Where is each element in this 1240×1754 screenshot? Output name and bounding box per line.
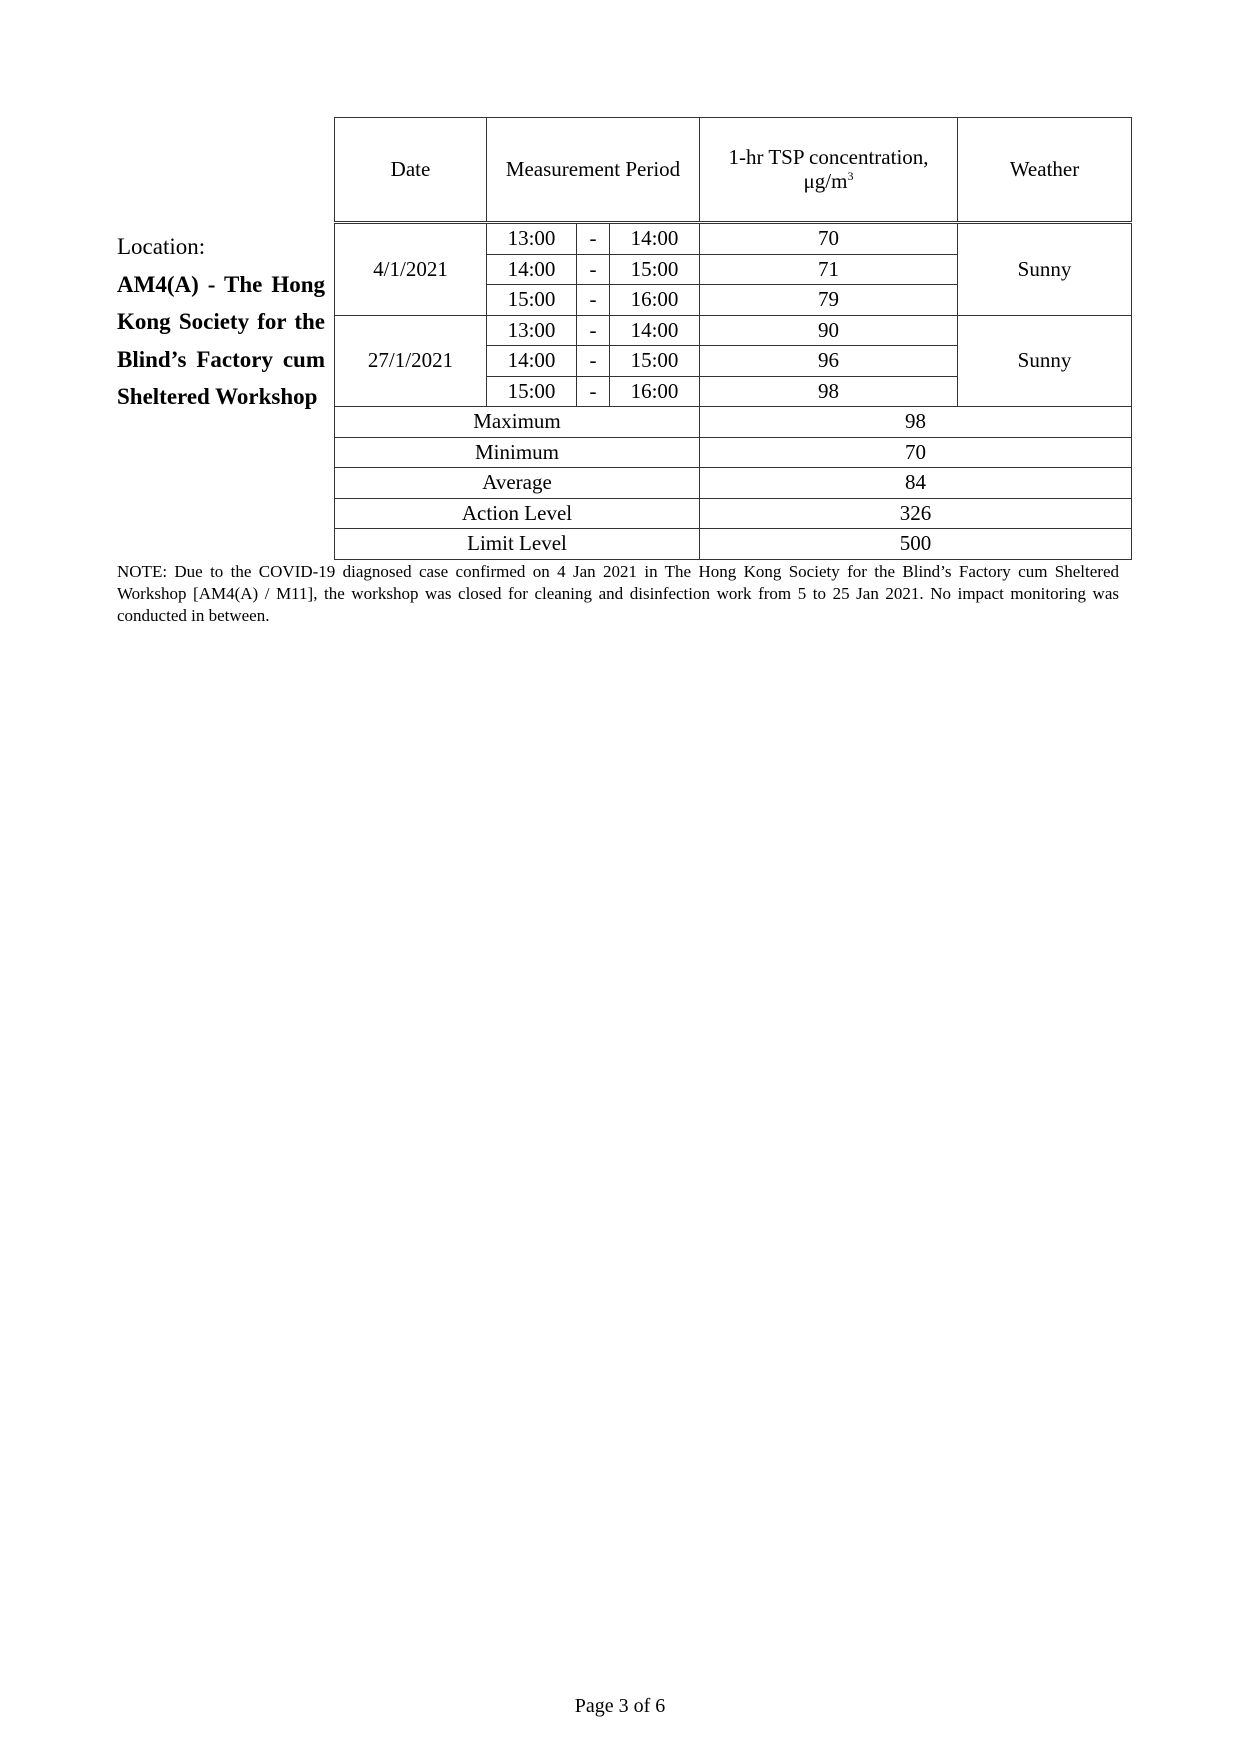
date-cell: 27/1/2021: [335, 315, 487, 407]
summary-label: Maximum: [335, 407, 700, 438]
period-end: 15:00: [610, 254, 700, 285]
summary-value: 70: [700, 437, 1132, 468]
summary-row-limit-level: [335, 529, 1132, 560]
period-end: 16:00: [610, 285, 700, 316]
summary-value: 326: [700, 498, 1132, 529]
summary-row-average: [335, 468, 1132, 499]
period-end: 16:00: [610, 376, 700, 407]
summary-label: Minimum: [335, 437, 700, 468]
concentration-value: 98: [700, 376, 958, 407]
header-concentration-label: 1-hr TSP concentration,: [728, 145, 929, 170]
location-label: Location:: [117, 234, 206, 259]
period-dash: -: [577, 376, 610, 407]
period-start: 13:00: [487, 315, 577, 346]
period-dash: -: [577, 285, 610, 316]
summary-label: Limit Level: [335, 529, 700, 560]
summary-value: 98: [700, 407, 1132, 438]
summary-row-maximum: [335, 407, 1132, 438]
concentration-value: 79: [700, 285, 958, 316]
concentration-value: 96: [700, 346, 958, 377]
summary-value: 500: [700, 529, 1132, 560]
period-start: 14:00: [487, 346, 577, 377]
period-end: 15:00: [610, 346, 700, 377]
period-dash: -: [577, 315, 610, 346]
period-start: 14:00: [487, 254, 577, 285]
header-unit: [804, 169, 854, 193]
summary-row-action-level: [335, 498, 1132, 529]
concentration-value: 90: [700, 315, 958, 346]
period-start: 13:00: [487, 223, 577, 255]
concentration-value: 70: [700, 223, 958, 255]
header-date: Date: [335, 118, 487, 223]
date-cell: 4/1/2021: [335, 223, 487, 316]
page-number: Page 3 of 6: [574, 1695, 666, 1717]
header-measurement-period: Measurement Period: [487, 118, 700, 223]
header-row: [335, 118, 1132, 223]
concentration-value: 71: [700, 254, 958, 285]
summary-value: 84: [700, 468, 1132, 499]
period-start: 15:00: [487, 376, 577, 407]
weather-cell: Sunny: [958, 315, 1132, 407]
period-start: 15:00: [487, 285, 577, 316]
summary-label: Action Level: [335, 498, 700, 529]
header-concentration: [700, 118, 958, 223]
period-end: 14:00: [610, 223, 700, 255]
header-unit-base: μg/m: [803, 168, 848, 193]
period-end: 14:00: [610, 315, 700, 346]
period-dash: -: [577, 223, 610, 255]
tsp-monitoring-table: [334, 117, 1132, 560]
header-weather: Weather: [958, 118, 1132, 223]
table-row: [335, 315, 1132, 346]
note-text: NOTE: Due to the COVID-19 diagnosed case confirmed on 4 Jan 2021 in The Hong Kong Society for the Blind’s Factory cum Sheltered Workshop [AM4(A) / M11], the workshop was closed for cleaning and disinfection work from 5 to 25 Jan 2021. No impact monitoring was conducted in between.: [117, 562, 1119, 625]
weather-cell: Sunny: [958, 223, 1132, 316]
header-unit-superscript: 3: [847, 168, 854, 183]
location-name: AM4(A) - The Hong Kong Society for the Blind’s Factory cum Sheltered Workshop: [117, 271, 325, 409]
summary-label: Average: [335, 468, 700, 499]
summary-row-minimum: [335, 437, 1132, 468]
period-dash: -: [577, 254, 610, 285]
table-row: [335, 223, 1132, 255]
period-dash: -: [577, 346, 610, 377]
location-block: [117, 228, 325, 416]
